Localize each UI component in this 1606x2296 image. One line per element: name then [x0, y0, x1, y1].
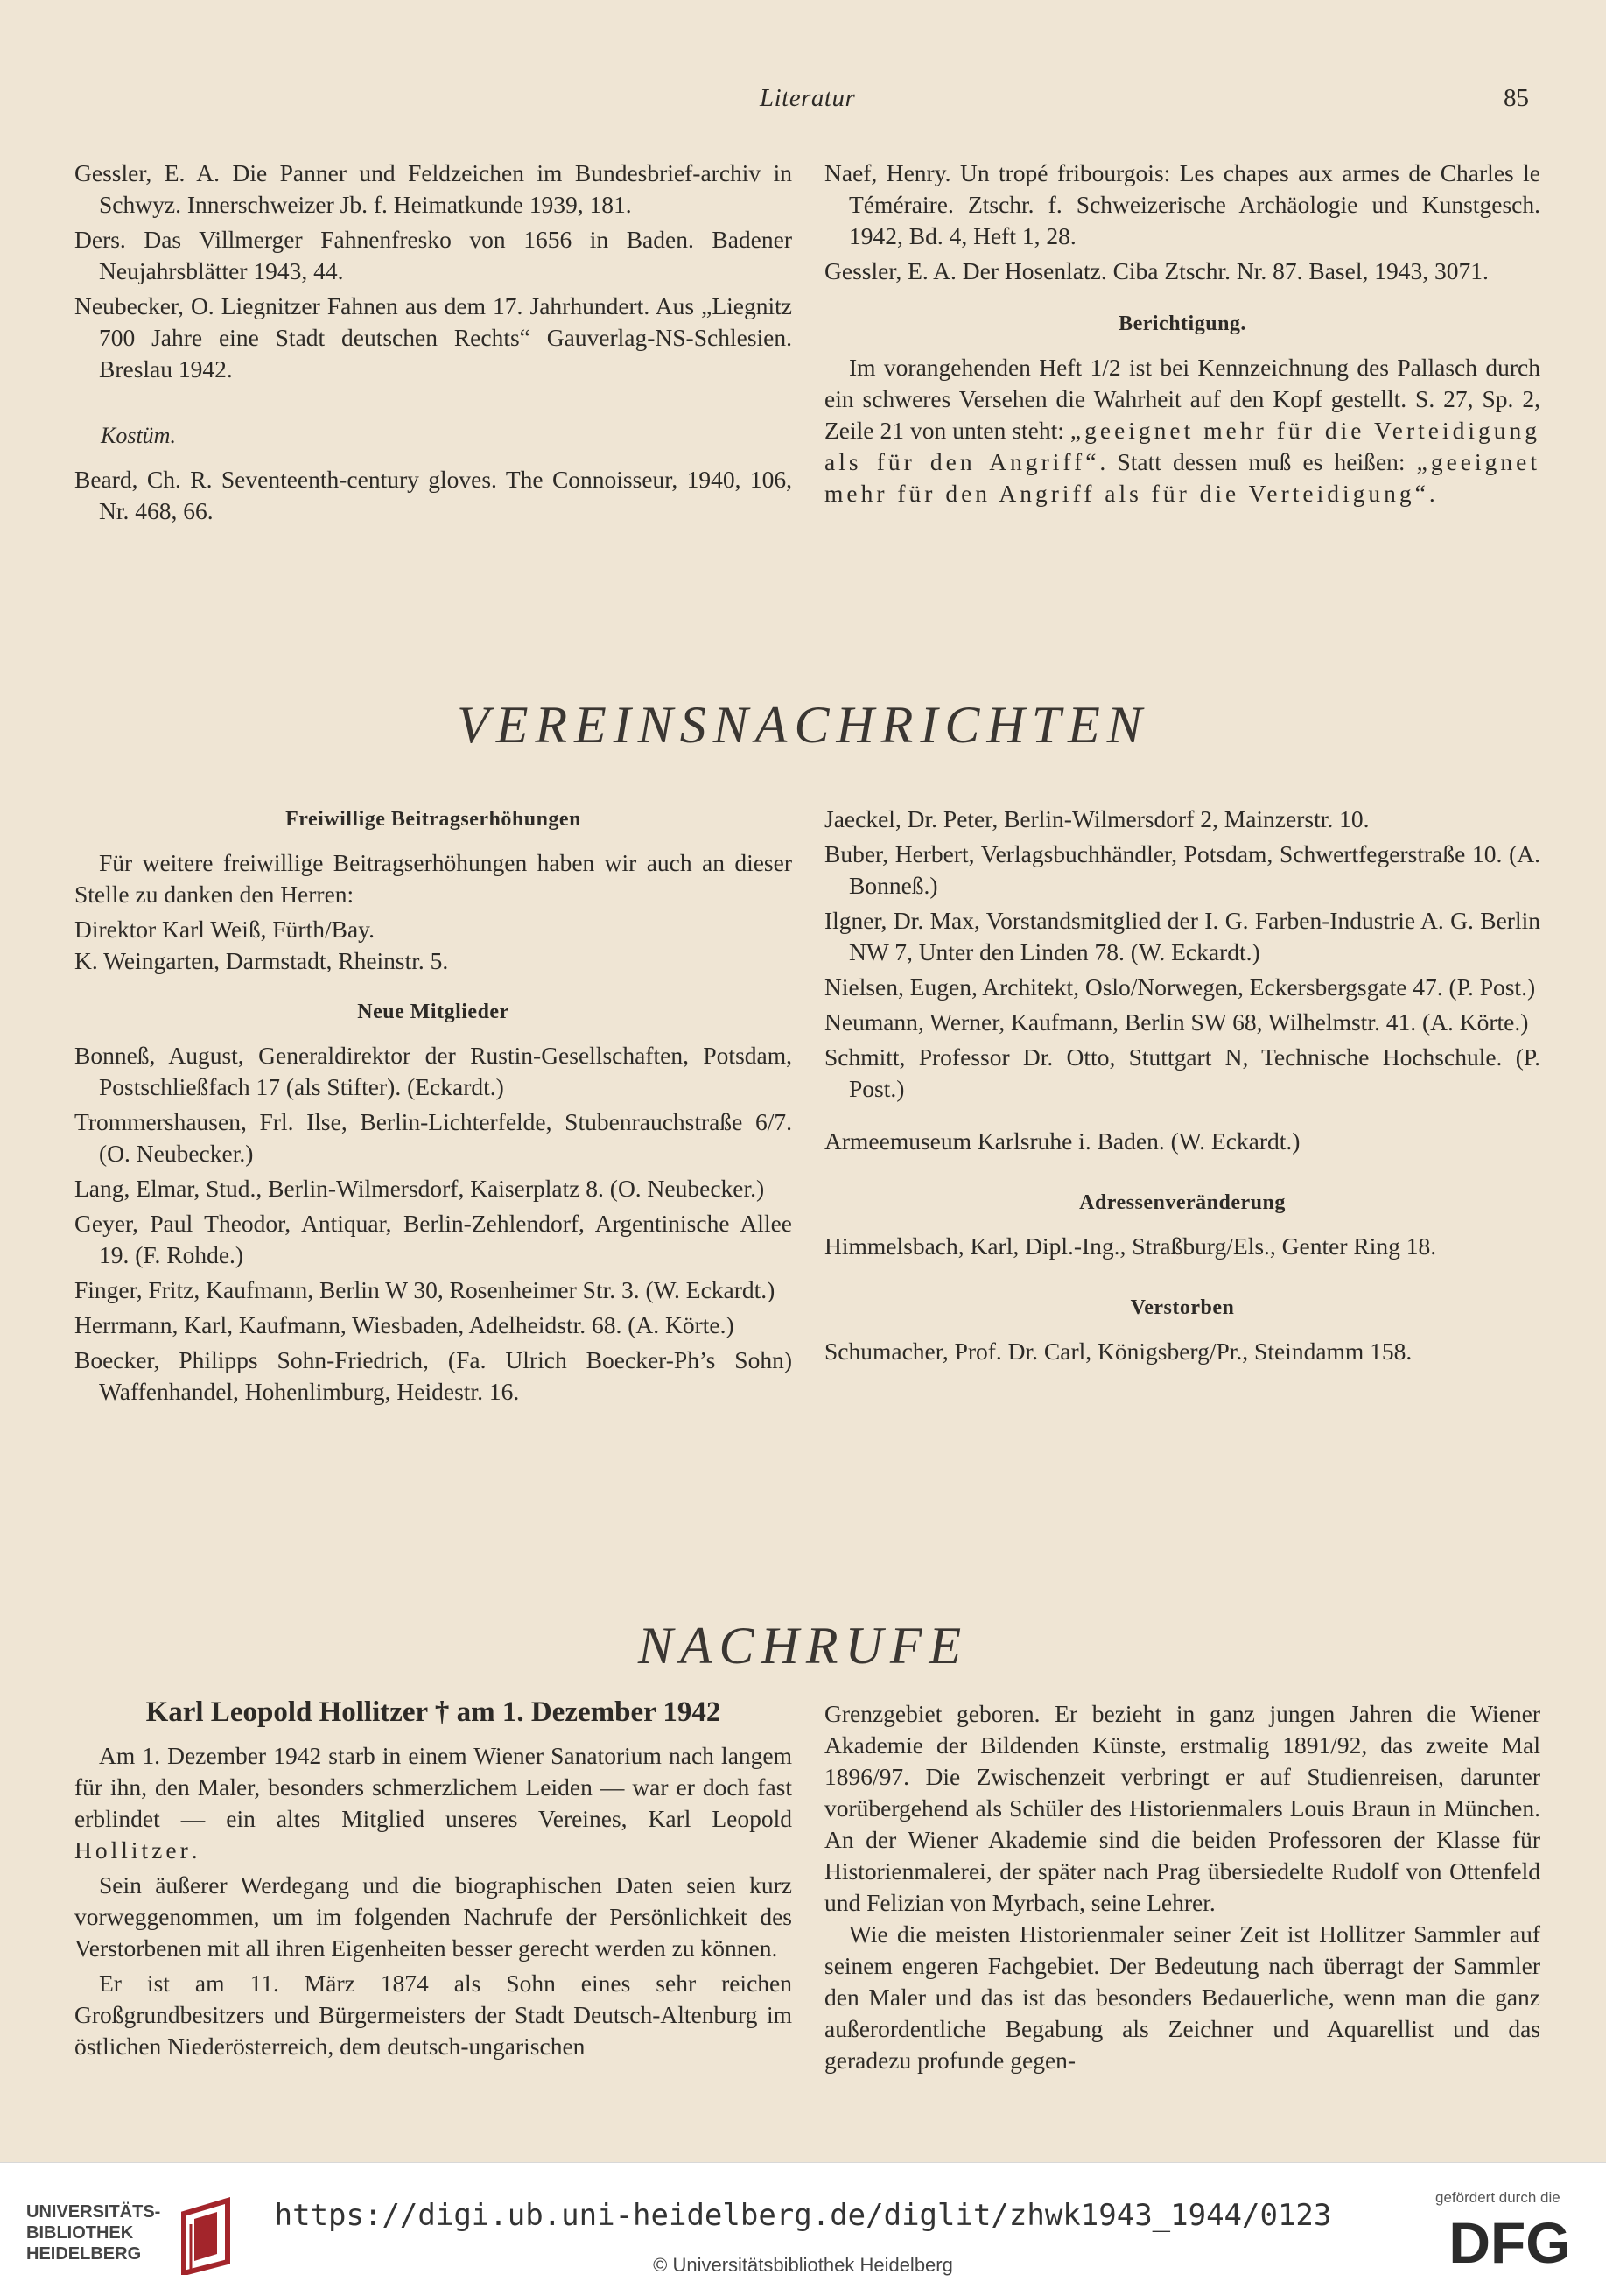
- member-entry: Buber, Herbert, Verlagsbuchhändler, Potsdam, Schwertfegerstraße 10. (A. Bonneß.): [824, 840, 1540, 899]
- kostuem-heading: Kostüm.: [101, 423, 176, 448]
- dfg-logo-text: DFG: [1448, 2212, 1571, 2273]
- neue-mitglieder-heading: Neue Mitglieder: [357, 1001, 509, 1023]
- member-entry: Lang, Elmar, Stud., Berlin-Wilmersdorf, Kaiserplatz 8. (O. Neubecker.): [74, 1175, 765, 1202]
- member-entry: Jaeckel, Dr. Peter, Berlin-Wilmersdorf 2, Mainzerstr. 10.: [824, 805, 1370, 832]
- copyright-notice: © Universitätsbibliothek Heidelberg: [653, 2254, 953, 2276]
- nachrufe-right-column: [824, 1698, 1540, 2080]
- page-number: 85: [1504, 84, 1529, 112]
- freiwillige-heading: Freiwillige Beitragserhöhungen: [285, 808, 581, 831]
- nachrufe-left-column: [74, 1696, 792, 2066]
- viewer-footer: [0, 2162, 1606, 2296]
- member-entry: Nielsen, Eugen, Architekt, Oslo/Norwegen, Eckersbergsgate 47. (P. Post.): [824, 973, 1536, 1001]
- verstorben-heading: Verstorben: [1130, 1296, 1235, 1319]
- obituary-paragraph: Grenzgebiet geboren. Er bezieht in ganz jungen Jahren die Wiener Akademie der Bildenden Künste, erstmalig 1891/92, das zweite Mal 1896/97. Die Zwischenzeit verbringt er auf Studienreisen, darunter vorübergehend als Schüler des Historienmalers Louis Braun in München. An der Wiener Akademie sind die beiden Professoren der Klasse für Historienmalerei, der später nach Prag übersiedelte Rudolf von Ottenfeld und Felizian von Myrbach, seine Lehrer.: [824, 1700, 1540, 1916]
- literature-entry: Naef, Henry. Un tropé fribourgois: Les chapes aux armes de Charles le Téméraire. Ztschr. f. Schweizerische Archäologie und Kunstgesch. 1942, Bd. 4, Heft 1, 28.: [824, 159, 1540, 249]
- obituary-paragraph: Er ist am 11. März 1874 als Sohn eines sehr reichen Großgrundbesitzers und Bürgermeisters der Stadt Deutsch-Altenburg im östlichen Niederösterreich, dem deutsch-ungarischen: [74, 1970, 792, 2060]
- funding-caption: gefördert durch die: [1435, 2189, 1560, 2206]
- literature-entry: Neubecker, O. Liegnitzer Fahnen aus dem 17. Jahrhundert. Aus „Liegnitz 700 Jahre eine Stadt deutschen Rechts“ Gauverlag-NS-Schlesien. Breslau 1942.: [74, 292, 792, 383]
- address-change-entry: Himmelsbach, Karl, Dipl.-Ing., Straßburg/Els., Genter Ring 18.: [824, 1232, 1437, 1260]
- library-name: UNIVERSITÄTS- BIBLIOTHEK HEIDELBERG: [26, 2202, 161, 2264]
- freiwillige-intro: Für weitere freiwillige Beitragserhöhungen haben wir auch an dieser Stelle zu danken den Herren:: [74, 849, 792, 908]
- dfg-logo[interactable]: [1435, 2212, 1584, 2273]
- obituary-title: Karl Leopold Hollitzer † am 1. Dezember 1942: [145, 1696, 721, 1728]
- member-entry: Schmitt, Professor Dr. Otto, Stuttgart N, Technische Hochschule. (P. Post.): [824, 1043, 1540, 1102]
- member-entry: Finger, Fritz, Kaufmann, Berlin W 30, Rosenheimer Str. 3. (W. Eckardt.): [74, 1276, 775, 1303]
- running-head: [0, 84, 1606, 123]
- literature-entry: Ders. Das Villmerger Fahnenfresko von 1656 in Baden. Badener Neujahrsblätter 1943, 44.: [74, 226, 792, 284]
- member-entry: Neumann, Werner, Kaufmann, Berlin SW 68, Wilhelmstr. 41. (A. Körte.): [824, 1008, 1529, 1036]
- deceased-entry: Schumacher, Prof. Dr. Carl, Königsberg/Pr., Steindamm 158.: [824, 1338, 1413, 1365]
- running-head-title: Literatur: [760, 84, 856, 112]
- vereinsnachrichten-left-column: [74, 804, 792, 1411]
- member-entry: Ilgner, Dr. Max, Vorstandsmitglied der I. G. Farben-Industrie A. G. Berlin NW 7, Unter den Linden 78. (W. Eckardt.): [824, 907, 1540, 965]
- literature-entry: Beard, Ch. R. Seventeenth-century gloves. The Connoisseur, 1940, 106, Nr. 468, 66.: [74, 466, 792, 524]
- donor-name: K. Weingarten, Darmstadt, Rheinstr. 5.: [74, 947, 449, 974]
- member-entry: Bonneß, August, Generaldirektor der Rustin-Gesellschaften, Potsdam, Postschließfach 17 (als Stifter). (Eckardt.): [74, 1042, 792, 1100]
- obituary-paragraph: Am 1. Dezember 1942 starb in einem Wiener Sanatorium nach langem für ihn, den Maler, besonders schmerzlichem Leiden — war er doch fast erblindet — ein altes Mitglied unseres Vereines, Karl Leopold Hollitzer.: [74, 1742, 792, 1864]
- literature-entry: Gessler, E. A. Die Panner und Feldzeichen im Bundesbrief-archiv in Schwyz. Innerschweizer Jb. f. Heimatkunde 1939, 181.: [74, 159, 792, 218]
- literature-entry: Gessler, E. A. Der Hosenlatz. Ciba Ztschr. Nr. 87. Basel, 1943, 3071.: [824, 257, 1489, 284]
- section-title-vereinsnachrichten: VEREINSNACHRICHTEN: [457, 696, 1149, 754]
- correction-text: Im vorangehenden Heft 1/2 ist bei Kennzeichnung des Pallasch durch ein schweres Versehen die Wahrheit auf den Kopf gestellt. S. 27, Sp. 2, Zeile 21 von unten steht: „geeignet mehr für die Verteidigung als für den Angriff“. Statt dessen muß es heißen: „geeignet mehr für den Angriff als für die Verteidigung“.: [824, 354, 1540, 507]
- obituary-paragraph: Wie die meisten Historienmaler seiner Zeit ist Hollitzer Sammler auf seinem engeren Fachgebiet. Der Bedeutung nach überragt der Sammler den Maler und das ist das besonders Bedauerliche, wenn man die ganz außerordentliche Begabung als Zeichner und Aquarellist und das geradezu profunde gegen-: [824, 1920, 1540, 2074]
- section-title-nachrufe: NACHRUFE: [637, 1617, 969, 1675]
- member-entry: Armeemuseum Karlsruhe i. Baden. (W. Eckardt.): [824, 1127, 1301, 1155]
- member-entry: Geyer, Paul Theodor, Antiquar, Berlin-Zehlendorf, Argentinische Allee 19. (F. Rohde.): [74, 1210, 792, 1268]
- vereinsnachrichten-right-column: [824, 804, 1540, 1371]
- literature-right-column: [824, 158, 1540, 513]
- member-entry: Trommershausen, Frl. Ilse, Berlin-Lichterfelde, Stubenrauchstraße 6/7. (O. Neubecker.): [74, 1108, 792, 1167]
- literature-left-column: [74, 158, 792, 530]
- correction-heading: Berichtigung.: [1119, 312, 1246, 335]
- member-entry: Boecker, Philipps Sohn-Friedrich, (Fa. Ulrich Boecker-Ph’s Sohn) Waffenhandel, Hohenlimburg, Heidestr. 16.: [74, 1346, 792, 1405]
- obituary-paragraph: Sein äußerer Werdegang und die biographischen Daten seien kurz vorweggenommen, um im folgenden Nachrufe der Persönlichkeit des Verstorbenen mit all ihren Eigenheiten besser gerecht werden zu können.: [74, 1871, 792, 1962]
- member-entry: Herrmann, Karl, Kaufmann, Wiesbaden, Adelheidstr. 68. (A. Körte.): [74, 1311, 734, 1338]
- donor-name: Direktor Karl Weiß, Fürth/Bay.: [74, 916, 375, 943]
- adressen-heading: Adressenveränderung: [1079, 1191, 1286, 1214]
- permalink-url[interactable]: https://digi.ub.uni-heidelberg.de/diglit/zhwk1943_1944/0123: [274, 2198, 1332, 2233]
